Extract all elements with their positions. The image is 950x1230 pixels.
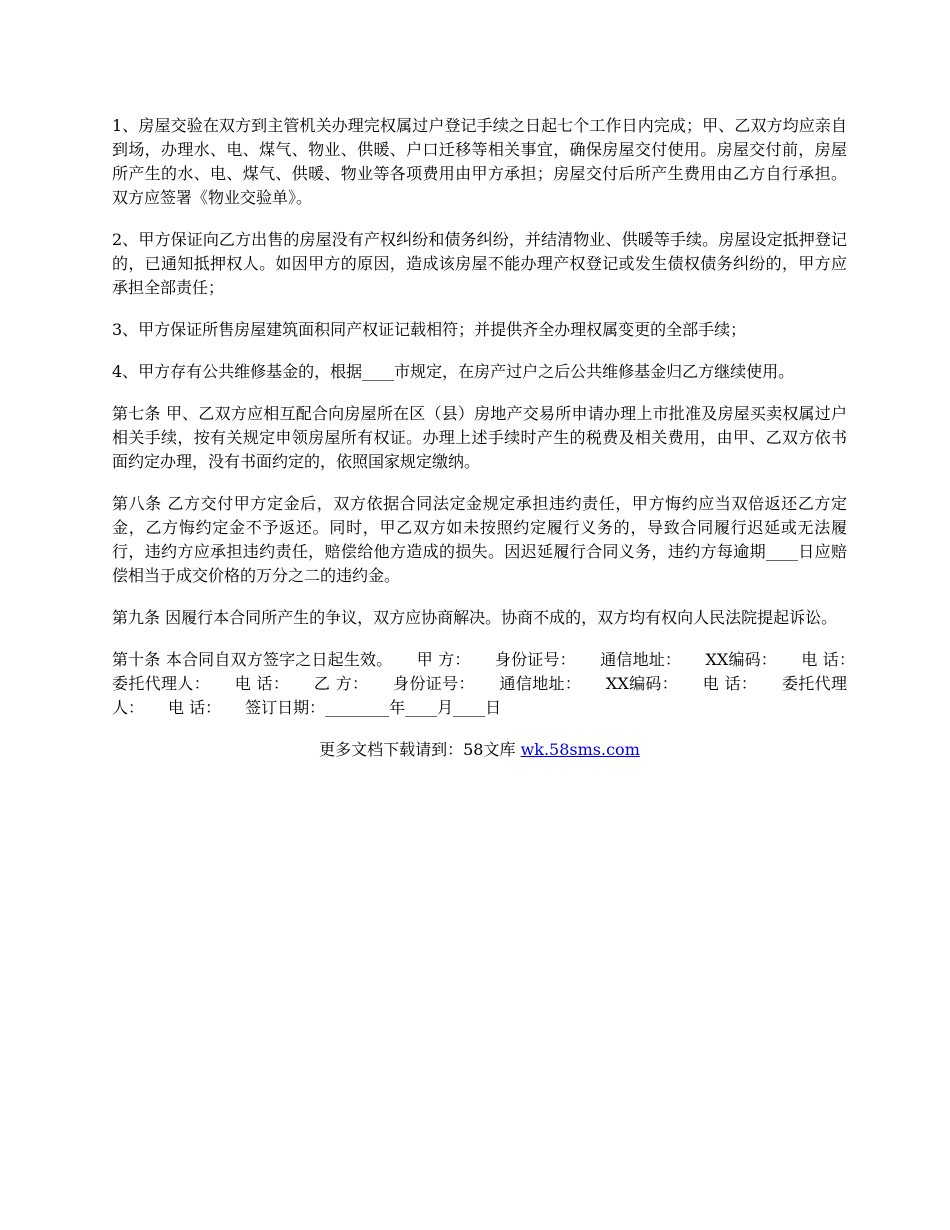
- clause-1-property-handover: 1、房屋交验在双方到主管机关办理完权属过户登记手续之日起七个工作日内完成；甲、乙双方均应亲自到场，办理水、电、煤气、物业、供暖、户口迁移等相关事宜，确保房屋交付使用。房屋交付前，房屋所产生的水、电、煤气、供暖、物业等各项费用由甲方承担；房屋交付后所产生费用由乙方自行承担。双方应签署《物业交验单》。: [112, 116, 847, 207]
- clause-3-area-match: 3、甲方保证所售房屋建筑面积同产权证记载相符；并提供齐全办理权属变更的全部手续；: [112, 320, 747, 339]
- article-8-deposit-liability: 第八条 乙方交付甲方定金后，双方依据合同法定金规定承担违约责任，甲方悔约应当双倍返还乙方定金，乙方悔约定金不予返还。同时，甲乙双方如未按照约定履行义务的，导致合同履行迟延或无法履行，违约方应承担违约责任，赔偿给他方造成的损失。因迟延履行合同义务，违约方每逾期____日应赔偿相当于成交价格的万分之二的违约金。: [112, 494, 847, 585]
- article-9-dispute-resolution: 第九条 因履行本合同所产生的争议，双方应协商解决。协商不成的，双方均有权向人民法院提起诉讼。: [112, 608, 838, 627]
- document-body: [112, 114, 880, 762]
- footer-link[interactable]: wk.58sms.com: [520, 740, 640, 759]
- clause-2-no-disputes: 2、甲方保证向乙方出售的房屋没有产权纠纷和债务纠纷，并结清物业、供暖等手续。房屋设定抵押登记的，已通知抵押权人。如因甲方的原因，造成该房屋不能办理产权登记或发生债权债务纠纷的，甲方应承担全部责任；: [112, 230, 847, 297]
- article-7-transfer-procedures: 第七条 甲、乙双方应相互配合向房屋所在区（县）房地产交易所申请办理上市批准及房屋买卖权属过户相关手续，按有关规定申领房屋所有权证。办理上述手续时产生的税费及相关费用，由甲、乙双方依书面约定办理，没有书面约定的，依照国家规定缴纳。: [112, 404, 847, 471]
- footer-text: 更多文档下载请到：58文库: [319, 740, 521, 759]
- clause-4-maintenance-fund: 4、甲方存有公共维修基金的，根据____市规定，在房产过户之后公共维修基金归乙方继续使用。: [112, 362, 795, 381]
- article-10-signatures: 第十条 本合同自双方签字之日起生效。 甲 方： 身份证号： 通信地址： XX编码： 电 话： 委托代理人： 电 话： 乙 方： 身份证号： 通信地址： XX编码： 电 话： 委托代理人： 电 话： 签订日期：________年____月____日: [112, 650, 880, 717]
- download-footer: [112, 738, 847, 762]
